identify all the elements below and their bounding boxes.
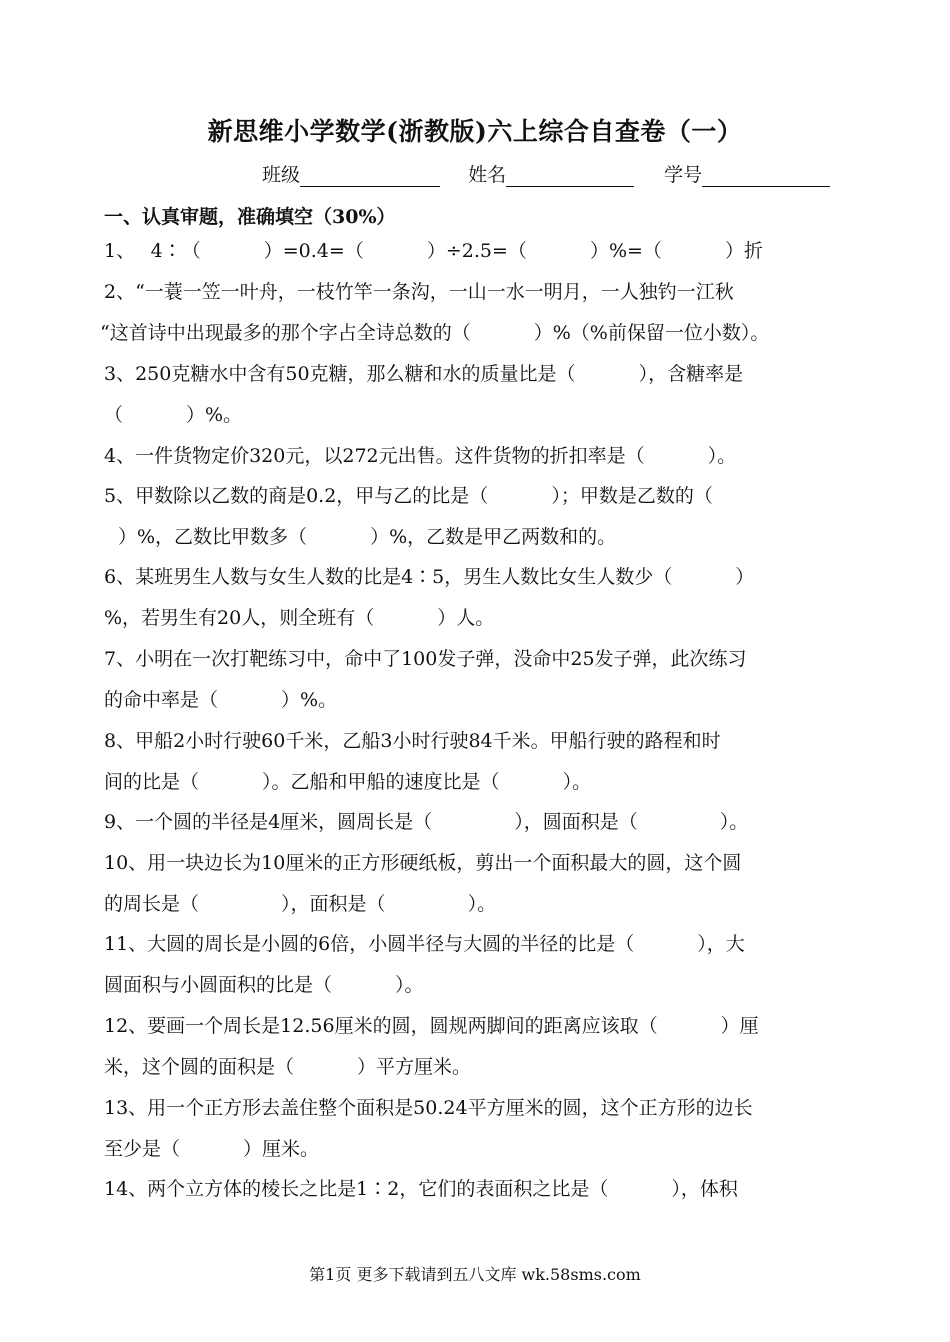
question-line: %，若男生有20人，则全班有（ ）人。 bbox=[104, 607, 495, 629]
question-line: 间的比是（ ）。乙船和甲船的速度比是（ ）。 bbox=[104, 771, 592, 793]
question-line: 的命中率是（ ）%。 bbox=[104, 689, 338, 711]
question-line: “这首诗中出现最多的那个字占全诗总数的（ ）%（%前保留一位小数）。 bbox=[100, 322, 770, 344]
question-line: 8、甲船2小时行驶60千米，乙船3小时行驶84千米。甲船行驶的路程和时 bbox=[104, 730, 721, 752]
question-line: 2、“一蓑一笠一叶舟，一枝竹竿一条沟，一山一水一明月，一人独钓一江秋 bbox=[104, 281, 734, 303]
question-line: 的周长是（ ），面积是（ ）。 bbox=[104, 893, 497, 915]
section-heading: 一、认真审题，准确填空（30%） bbox=[104, 206, 396, 228]
question-line: 4、一件货物定价320元，以272元出售。这件货物的折扣率是（ ）。 bbox=[104, 445, 737, 467]
question-line: 5、甲数除以乙数的商是0.2，甲与乙的比是（ ）；甲数是乙数的（ bbox=[104, 485, 713, 507]
question-line: 10、用一块边长为10厘米的正方形硬纸板，剪出一个面积最大的圆，这个圆 bbox=[104, 852, 742, 874]
question-line: （ ）%。 bbox=[104, 404, 243, 426]
number-field[interactable] bbox=[664, 160, 830, 187]
question-line: ）%，乙数比甲数多（ ）%，乙数是甲乙两数和的。 bbox=[118, 526, 617, 548]
question-line: 6、某班男生人数与女生人数的比是4∶5，男生人数比女生人数少（ ） bbox=[104, 566, 755, 588]
student-info-row bbox=[262, 160, 862, 187]
name-blank[interactable] bbox=[506, 164, 634, 187]
name-label: 姓名 bbox=[468, 164, 507, 186]
question-line: 圆面积与小圆面积的比是（ ）。 bbox=[104, 974, 424, 996]
name-field[interactable] bbox=[468, 160, 634, 187]
question-line: 12、要画一个周长是12.56厘米的圆，圆规两脚间的距离应该取（ ）厘 bbox=[104, 1015, 759, 1037]
number-label: 学号 bbox=[664, 164, 703, 186]
question-line: 米，这个圆的面积是（ ）平方厘米。 bbox=[104, 1056, 472, 1078]
number-blank[interactable] bbox=[702, 164, 830, 187]
question-line: 3、250克糖水中含有50克糖，那么糖和水的质量比是（ ），含糖率是 bbox=[104, 363, 744, 385]
question-line: 1、 4∶（ ）=0.4=（ ）÷2.5=（ ）%=（ ）折 bbox=[104, 240, 763, 262]
page-footer: 第1页 更多下载请到五八文库 wk.58sms.com bbox=[309, 1265, 641, 1284]
page-title: 新思维小学数学(浙教版)六上综合自查卷（一） bbox=[207, 117, 743, 146]
question-line: 7、小明在一次打靶练习中，命中了100发子弹，没命中25发子弹，此次练习 bbox=[104, 648, 747, 670]
question-line: 14、两个立方体的棱长之比是1∶2，它们的表面积之比是（ ），体积 bbox=[104, 1178, 738, 1200]
question-line: 至少是（ ）厘米。 bbox=[104, 1138, 320, 1160]
class-blank[interactable] bbox=[300, 164, 440, 187]
question-line: 9、一个圆的半径是4厘米，圆周长是（ ），圆面积是（ ）。 bbox=[104, 811, 749, 833]
question-line: 13、用一个正方形去盖住整个面积是50.24平方厘米的圆，这个正方形的边长 bbox=[104, 1097, 753, 1119]
class-field[interactable] bbox=[262, 160, 440, 187]
question-line: 11、大圆的周长是小圆的6倍，小圆半径与大圆的半径的比是（ ），大 bbox=[104, 933, 745, 955]
class-label: 班级 bbox=[262, 164, 301, 186]
